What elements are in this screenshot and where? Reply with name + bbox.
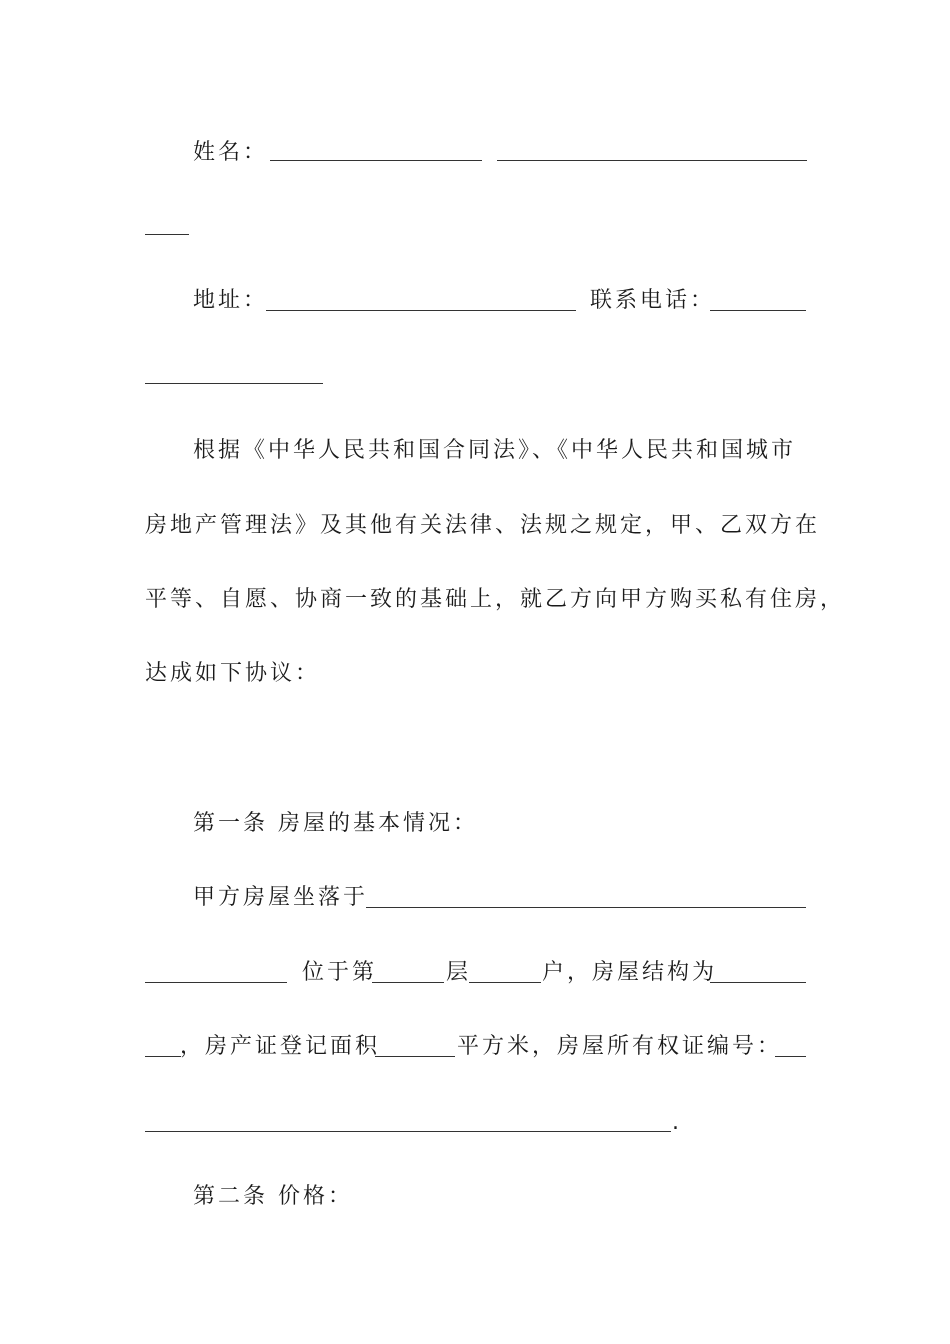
name-blank-continuation[interactable]	[145, 234, 189, 235]
article-2-heading: 第二条 价格：	[193, 1184, 353, 1209]
address-blank[interactable]	[266, 310, 576, 311]
name-blank-1[interactable]	[270, 160, 482, 161]
intro-line-2: 房地产管理法》及其他有关法律、法规之规定，甲、乙双方在	[145, 513, 821, 538]
floor-blank[interactable]	[372, 982, 444, 983]
name-label: 姓名：	[193, 140, 269, 165]
phone-blank[interactable]	[710, 310, 806, 311]
address-label: 地址：	[193, 288, 269, 313]
end-period: .	[672, 1110, 682, 1135]
location-label: 甲方房屋坐落于	[193, 885, 369, 910]
area-unit: 平方米，房屋所有权证编号：	[457, 1034, 783, 1059]
floor-prefix: 位于第	[302, 960, 378, 985]
intro-line-1: 根据《中华人民共和国合同法》、《中华人民共和国城市	[193, 438, 797, 463]
name-line	[193, 138, 268, 168]
address-line	[193, 286, 268, 316]
intro-line-4: 达成如下协议：	[145, 661, 321, 686]
phone-line	[590, 286, 715, 316]
article-1-heading: 第一条 房屋的基本情况：	[193, 811, 478, 836]
area-blank[interactable]	[375, 1056, 455, 1057]
area-prefix: ，房产证登记面积	[180, 1034, 381, 1059]
certificate-blank-continuation[interactable]	[145, 1131, 671, 1132]
certificate-blank[interactable]	[775, 1056, 806, 1057]
floor-unit: 层	[446, 960, 472, 985]
household-unit: 户，房屋结构为	[542, 960, 718, 985]
name-blank-2[interactable]	[497, 160, 807, 161]
location-blank[interactable]	[366, 907, 806, 908]
phone-label: 联系电话：	[590, 288, 716, 313]
structure-blank[interactable]	[710, 982, 806, 983]
structure-blank-continuation[interactable]	[145, 1056, 181, 1057]
location-blank-continuation[interactable]	[145, 982, 287, 983]
phone-blank-continuation[interactable]	[145, 383, 323, 384]
household-blank[interactable]	[469, 982, 541, 983]
intro-line-3: 平等、自愿、协商一致的基础上，就乙方向甲方购买私有住房，	[145, 587, 846, 612]
